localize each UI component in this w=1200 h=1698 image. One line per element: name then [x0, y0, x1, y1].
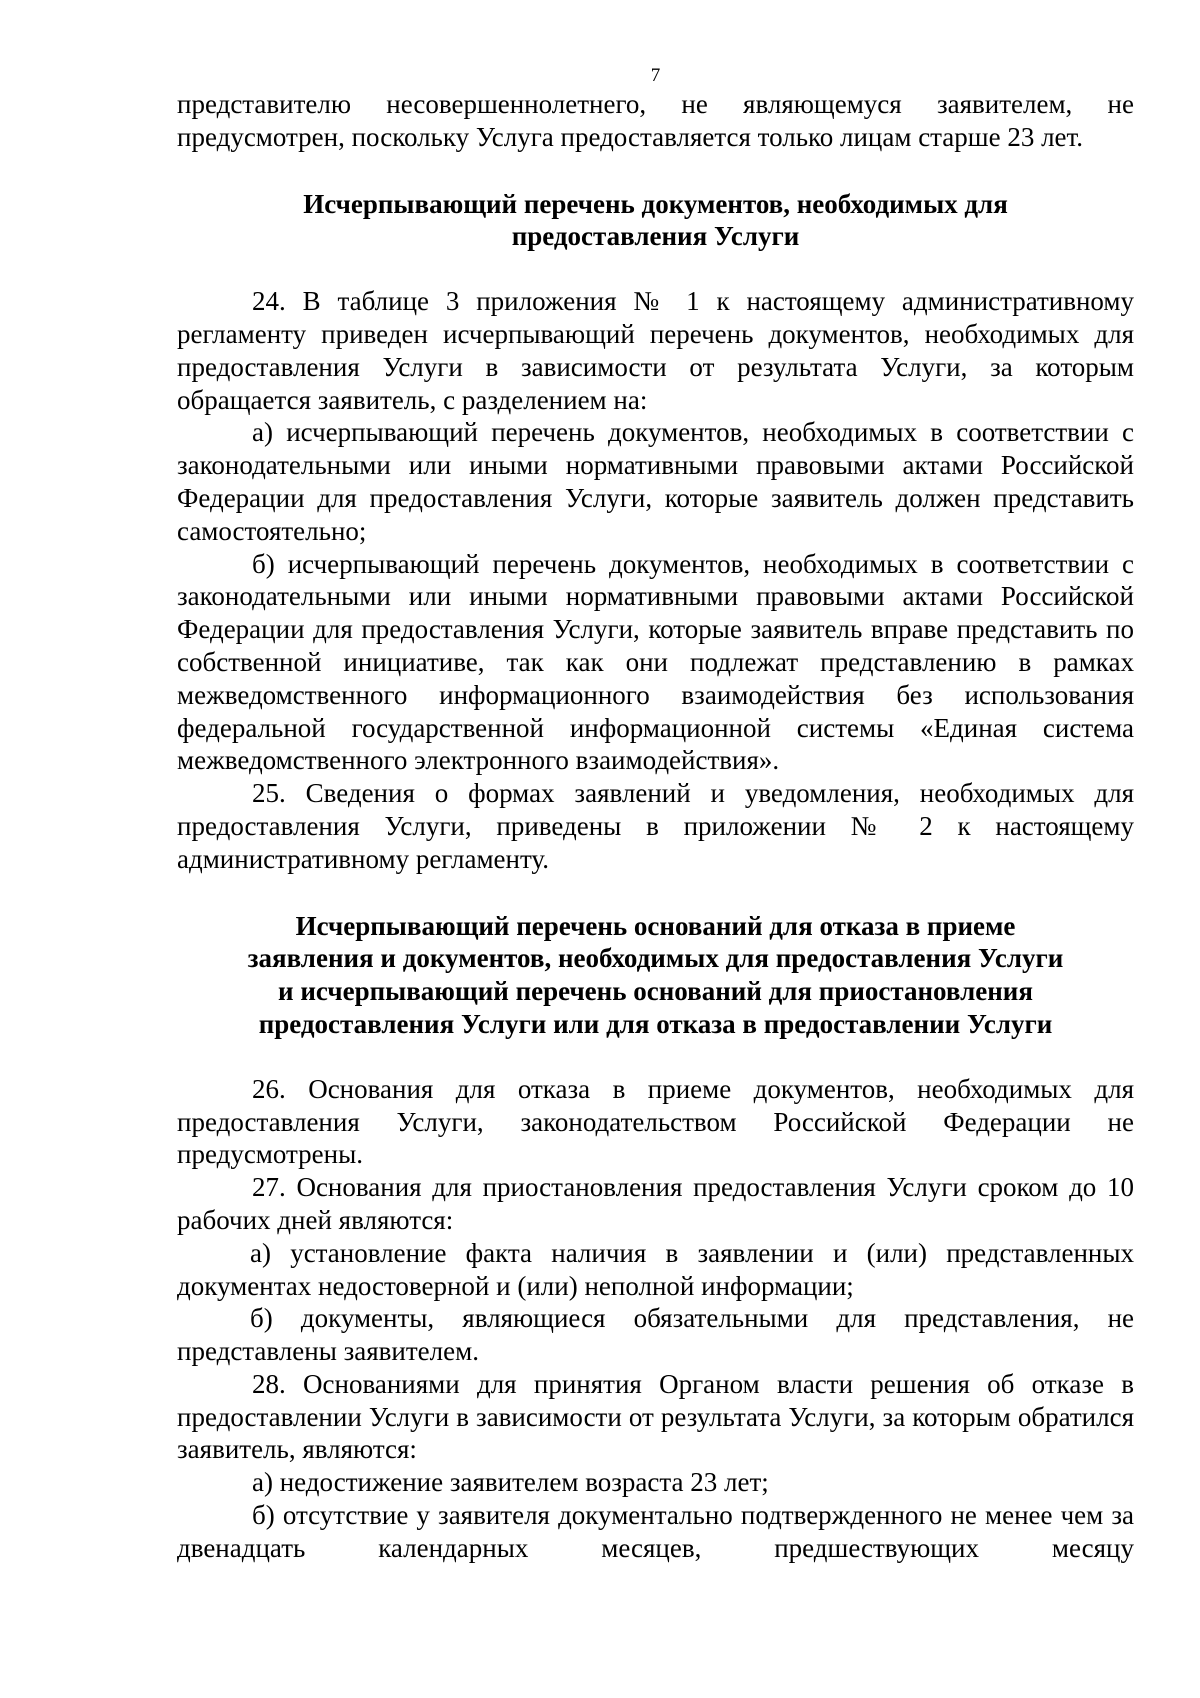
section-title-line: заявления и документов, необходимых для предоставления Услуги	[247, 943, 1064, 974]
section-title-line: Исчерпывающий перечень документов, необходимых для	[303, 188, 1008, 219]
section-title-documents	[177, 188, 1134, 254]
document-page	[177, 64, 1134, 1565]
paragraph-24-b: б) исчерпывающий перечень документов, необходимых в соответствии с законодательными или иными нормативными правовыми актами Российской Федерации для предоставления Услуги, которые заявитель вправе представить по собственной инициативе, так как они подлежат представлению в рамках межведомственного информационного взаимодействия без использования федеральной государственной информационной системы «Единая система межведомственного электронного взаимодействия».	[177, 548, 1134, 776]
section-title-line: и исчерпывающий перечень оснований для приостановления	[278, 976, 1033, 1007]
section-title-line: Исчерпывающий перечень оснований для отказа в приеме	[295, 910, 1016, 941]
paragraph-28-b: б) отсутствие у заявителя документально подтвержденного не менее чем за двенадцать календарных месяцев, предшествующих месяцу	[177, 1500, 1134, 1563]
paragraph-24-a: а) исчерпывающий перечень документов, необходимых в соответствии с законодательными или иными нормативными правовыми актами Российской Федерации для предоставления Услуги, которые заявитель должен представить самостоятельно;	[177, 417, 1134, 546]
paragraph-27-b: б) документы, являющиеся обязательными для представления, не представлены заявителем.	[177, 1303, 1134, 1367]
paragraph-24: 24. В таблице 3 приложения № 1 к настоящему административному регламенту приведен исчерпывающий перечень документов, необходимых для предоставления Услуги в зависимости от результата Услуги, за которым обращается заявитель, с разделением на:	[177, 286, 1134, 415]
section-title-line: предоставления Услуги или для отказа в предоставлении Услуги	[258, 1008, 1053, 1039]
page-number: 7	[650, 65, 661, 86]
paragraph-28-a: а) недостижение заявителем возраста 23 лет;	[252, 1467, 769, 1498]
paragraph-27-a: а) установление факта наличия в заявлении и (или) представленных документах недостоверной и (или) неполной информации;	[177, 1237, 1134, 1301]
paragraph-26: 26. Основания для отказа в приеме документов, необходимых для предоставления Услуги, законодательством Российской Федерации не предусмотрены.	[177, 1073, 1134, 1170]
paragraph-27: 27. Основания для приостановления предоставления Услуги сроком до 10 рабочих дней являются:	[177, 1172, 1134, 1235]
intro-paragraph: представителю несовершеннолетнего, не являющемуся заявителем, не предусмотрен, поскольку Услуга предоставляется только лицам старше 23 лет.	[177, 89, 1134, 152]
paragraph-28: 28. Основаниями для принятия Органом власти решения об отказе в предоставлении Услуги в зависимости от результата Услуги, за которым обратился заявитель, являются:	[177, 1368, 1134, 1465]
section-title-grounds	[177, 910, 1134, 1041]
section-title-line: предоставления Услуги	[511, 221, 800, 252]
paragraph-25: 25. Сведения о формах заявлений и уведомления, необходимых для предоставления Услуги, приведены в приложении № 2 к настоящему административному регламенту.	[177, 778, 1134, 874]
